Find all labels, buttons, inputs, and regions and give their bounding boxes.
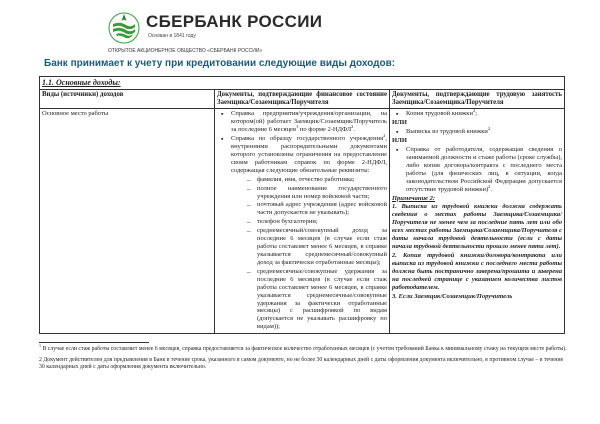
list-item: ▪ Справка по образцу государственного учреждения$^2$, внутренними распорядительными документами которого установлены ограничения на предоставление своим работникам справок по форме 2-НДФЛ, содержащая следующие обязательные реквизиты: – фамилия, имя, отчество работника; – полное наименование государственного учреждения или номер войсковой части; – почтовый адрес учреждения (адрес войсковой части допускается не указывать); – телефон бухгалтерии; – среднемесячный/совокупный доход за последние 6 месяцев (в случае если стаж работы составляет менее 6 месяцев, в справке указывается среднемесячный/совокупный доход за фактически отработанные месяцы); – среднемесячные/совокупные удержания за последние 6 месяцев (в случае если стаж работы составляет менее 6 месяцев, в справке указывается среднемесячные/совокупные удержания за фактически отработанные месяцы) с расшифровкой по видам (допускается не указывать расшифровку по видам)); — [231, 135, 387, 331]
list-item: ▪ Копия трудовой книжки$^2$; — [406, 110, 562, 118]
list-item: – фамилия, имя, отчество работника; — [257, 176, 387, 184]
list-item: ▪ Выписка из трудовой книжки$^2$ — [406, 128, 562, 136]
list-item: – среднемесячный/совокупный доход за последние 6 месяцев (в случае если стаж работы составляет менее 6 месяцев, в справке указывается среднемесячный/совокупный доход за фактически отработанные месяцы); — [257, 227, 387, 267]
note-item: 2. Копия трудовой книжки/договора/контракта или выписка из трудовой книжки с последнего места работы должна быть постранично заверена/прошита и заверена на последней странице с указанием количества листов работодателем. — [392, 251, 562, 291]
income-table — [39, 76, 565, 334]
brand-founded: Основан в 1841 году — [148, 33, 196, 39]
footnote-divider — [39, 342, 149, 343]
note-item: 1. Выписка из трудовой книжки должна содержать сведения о местах работы Заемщика/Созаемщика/Поручителя не менее чем за последние пять лет или обо всех местах работы Заемщика/Созаемщика/Поручителя с даты начала трудовой деятельности (если с даты начала трудовой деятельности прошло менее пяти лет). — [392, 203, 562, 251]
note-item: 3. Если Заемщик/Созаемщик/Поручитель — [392, 292, 513, 300]
or-separator: ИЛИ — [392, 119, 407, 127]
table-header-row — [40, 89, 565, 109]
list-item: ▪ Справка от работодателя, содержащая сведения о занимаемой должности и стаже работы (сроке службы), либо копия договора/контракта с последнего места работы (для физических лиц, в ситуации, когда законодательством Российской Федерации допускается отсутствие трудовой книжки)$^2$. — [406, 146, 562, 194]
footnotes — [39, 343, 569, 375]
list-item: – почтовый адрес учреждения (адрес войсковой части допускается не указывать); — [257, 201, 387, 217]
list-item: – полное наименование государственного учреждения или номер войсковой части; — [257, 185, 387, 201]
table-row — [40, 109, 565, 334]
or-separator: ИЛИ — [392, 137, 407, 145]
page-heading: Банк принимает к учету при кредитовании следующие виды доходов: — [44, 58, 396, 69]
section-title: 1.1. Основные доходы: — [40, 77, 565, 90]
note-title: Примечание 2: — [392, 194, 435, 202]
col-header-financial-docs: Документы, подтверждающие финансовое состояние Заемщика/Созаемщика/Поручителя — [215, 89, 390, 109]
col-header-income-type: Виды (источники) доходов — [40, 89, 215, 109]
list-item: – телефон бухгалтерии; — [257, 218, 387, 226]
financial-docs-cell — [215, 109, 390, 334]
footnote: $^1$ В случае если стаж работы составляет менее 6 месяцев, справка предоставляется за фактическое количество отработанных месяцев (с учетом требований Банка к минимальному стажу на текущем месте работы). — [39, 343, 567, 352]
col-header-employment-docs: Документы, подтверждающие трудовую занятость Заемщика/Созаемщика/Поручителя — [390, 89, 565, 109]
company-name: ОТКРЫТОЕ АКЦИОНЕРНОЕ ОБЩЕСТВО «СБЕРБАНК РОССИИ» — [108, 48, 263, 54]
list-item: ▪ Справка предприятия/учреждения/организации, на котором(ой) работает Заемщик/Созаемщик/Поручитель за последние 6 месяцев$^1$ по форме 2-НДФЛ$^2$. — [231, 110, 387, 134]
sberbank-logo-icon — [108, 12, 140, 44]
list-item: – среднемесячные/совокупные удержания за последние 6 месяцев (в случае если стаж работы составляет менее 6 месяцев, в справке указывается среднемесячные/совокупные удержания за фактически отработанные месяцы) с расшифровкой по видам (допускается не указывать расшифровку по видам)); — [257, 268, 387, 331]
row-label: Основное место работы — [40, 109, 215, 334]
brand-name: СБЕРБАНК РОССИИ — [146, 12, 323, 31]
footnote: 2 Документ действителен для предъявления в Банк в течение срока, указанного в самом документе, но не более 30 календарных дней с даты оформления документа включительно, в противном случае – в течение 30 календарных дней с даты оформления документа включительно. — [39, 356, 564, 371]
employment-docs-cell — [390, 109, 565, 334]
